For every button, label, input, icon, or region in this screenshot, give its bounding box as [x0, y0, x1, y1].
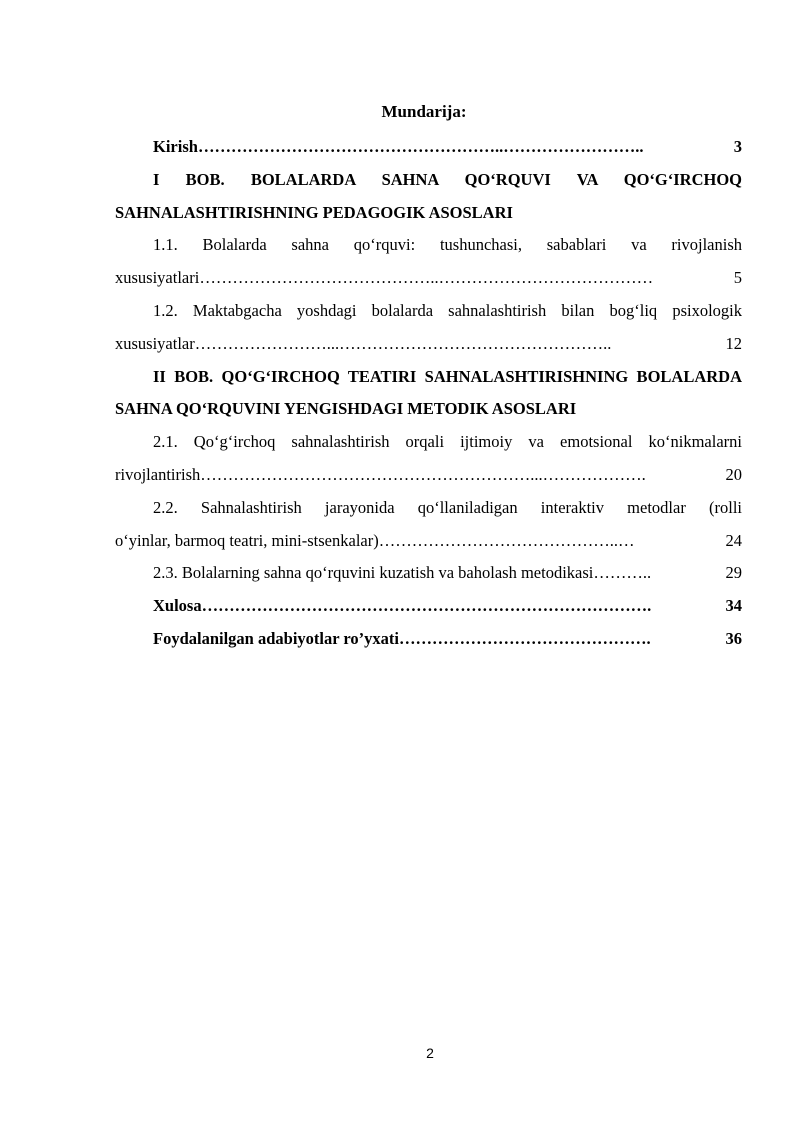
toc-entry-label: xususiyatlar — [115, 333, 195, 353]
toc-entry-2-1[interactable] — [115, 426, 742, 492]
table-of-contents — [115, 131, 742, 656]
toc-entry-1-1[interactable] — [115, 229, 742, 295]
toc-leader-dots: ……………………...………………………………………….. — [194, 333, 612, 353]
toc-entry-1-2[interactable] — [115, 295, 742, 361]
toc-entry-label: o‘yinlar, barmoq teatri, mini-stsenkalar) — [115, 530, 379, 550]
page-number: 2 — [426, 1045, 434, 1061]
toc-leader-dots: ………………………………………………………………………. — [201, 596, 652, 616]
toc-page-number: 3 — [733, 137, 742, 156]
toc-entry-label: Xulosa — [153, 596, 202, 616]
toc-page-number: 36 — [725, 628, 742, 648]
toc-leader-dots: ……………………………………..… — [378, 530, 635, 550]
toc-entry-text: 1.2. Maktabgacha yoshdagi bolalarda sahnalashtirish bilan bog‘liq psixologik — [153, 300, 742, 320]
toc-entry-text: 1.1. Bolalarda sahna qo‘rquvi: tushunchasi, sabablari va rivojlanish — [153, 235, 742, 255]
toc-entry-label: 2.3. Bolalarning sahna qo‘rquvini kuzatish va baholash metodikasi — [153, 563, 594, 583]
toc-page-number: 34 — [725, 596, 742, 616]
toc-leader-dots: ………………………………………………..…………………….. — [197, 137, 644, 156]
toc-page-number: 12 — [725, 333, 742, 353]
toc-entry-text: 2.1. Qo‘g‘irchoq sahnalashtirish orqali ijtimoiy va emotsional ko‘nikmalarni — [153, 432, 742, 452]
toc-entry-2-3[interactable] — [115, 557, 742, 590]
toc-entry-conclusion[interactable] — [115, 590, 742, 623]
toc-entry-text: 2.2. Sahnalashtirish jarayonida qo‘llaniladigan interaktiv metodlar (rolli — [153, 497, 742, 517]
toc-leader-dots: ……….. — [593, 563, 652, 583]
toc-entry-label: xususiyatlari — [115, 268, 200, 288]
toc-page-number: 29 — [725, 563, 742, 583]
toc-leader-dots: ……………………………………..………………………………… — [199, 268, 654, 288]
toc-page-number: 5 — [733, 268, 742, 288]
toc-page-number: 24 — [725, 530, 742, 550]
toc-entry-label: rivojlantirish — [115, 464, 201, 484]
toc-entry-label: Foydalanilgan adabiyotlar ro’yxati — [153, 628, 400, 648]
toc-leader-dots: ………………………………………. — [399, 628, 651, 648]
toc-entry-label: Kirish — [153, 137, 198, 156]
toc-entry-2-2[interactable] — [115, 492, 742, 558]
toc-entry-references[interactable] — [115, 623, 742, 656]
toc-entry-introduction[interactable] — [115, 131, 742, 164]
toc-leader-dots: ……………………………………………………...………………. — [200, 464, 646, 484]
page-title: Mundarija: — [381, 102, 467, 121]
toc-chapter-1-heading[interactable]: I BOB. BOLALARDA SAHNA QO‘RQUVI VA QO‘G‘IRCHOQ SAHNALASHTIRISHNING PEDAGOGIK ASOSLARI — [115, 169, 742, 222]
toc-page-number: 20 — [725, 464, 742, 484]
toc-chapter-2-heading[interactable]: II BOB. QO‘G‘IRCHOQ TEATIRI SAHNALASHTIRISHNING BOLALARDA SAHNA QO‘RQUVINI YENGISHDAGI METODIK ASOSLARI — [115, 366, 742, 419]
